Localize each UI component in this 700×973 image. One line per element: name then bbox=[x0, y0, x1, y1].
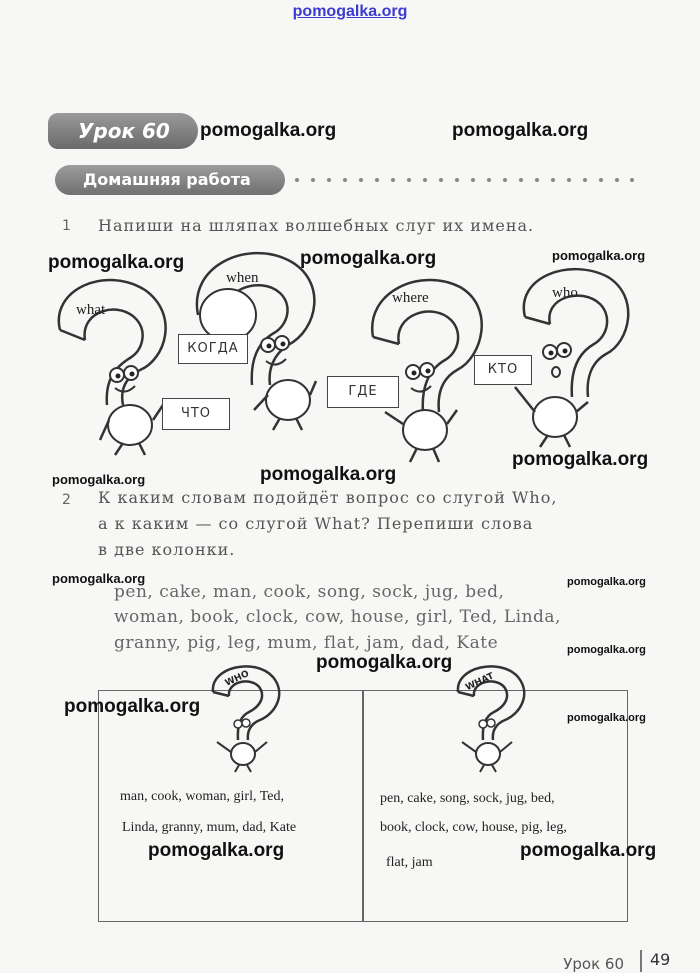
watermark: pomogalka.org bbox=[452, 120, 589, 141]
watermark: pomogalka.org bbox=[567, 644, 646, 656]
footer-lesson: Урок 60 bbox=[563, 955, 624, 973]
what-column-line: flat, jam bbox=[386, 855, 433, 870]
question-mark-character-icon bbox=[45, 270, 175, 455]
watermark: pomogalka.org bbox=[52, 472, 146, 487]
word-list-line: woman, book, clock, cow, house, girl, Ted, Linda, bbox=[114, 607, 561, 627]
servant-label-box: ГДЕ bbox=[327, 376, 399, 408]
what-column-line: book, clock, cow, house, pig, leg, bbox=[380, 820, 567, 835]
watermark: pomogalka.org bbox=[520, 840, 657, 861]
who-column-line: Linda, granny, mum, dad, Kate bbox=[122, 820, 297, 835]
hat-word: who bbox=[552, 285, 578, 301]
watermark: pomogalka.org bbox=[552, 248, 646, 263]
watermark: pomogalka.org bbox=[567, 712, 646, 724]
lesson-title: Урок 60 bbox=[48, 113, 198, 149]
what-column-line: pen, cake, song, sock, jug, bed, bbox=[380, 791, 555, 806]
task-number: 2 bbox=[62, 492, 71, 508]
task-instruction-line: К каким словам подойдёт вопрос со слугой Who, bbox=[98, 488, 558, 507]
task-instruction-line: в две колонки. bbox=[98, 540, 236, 559]
watermark: pomogalka.org bbox=[52, 571, 146, 586]
watermark: pomogalka.org bbox=[200, 120, 337, 141]
watermark: pomogalka.org bbox=[64, 696, 201, 717]
watermark: pomogalka.org bbox=[148, 840, 285, 861]
task-instruction-line: а к каким — со слугой What? Перепиши слова bbox=[98, 514, 534, 533]
task-instruction: Напиши на шляпах волшебных слуг их имена. bbox=[98, 216, 535, 235]
hat-word: when bbox=[226, 270, 259, 286]
word-list-line: granny, pig, leg, mum, flat, jam, dad, Kate bbox=[114, 633, 499, 653]
watermark: pomogalka.org bbox=[567, 576, 646, 588]
hat-word: where bbox=[392, 290, 429, 306]
who-hat-character-icon bbox=[205, 662, 285, 772]
site-link[interactable]: pomogalka.org bbox=[292, 3, 408, 20]
word-list-line: pen, cake, man, cook, song, sock, jug, bed, bbox=[114, 582, 505, 602]
task-number: 1 bbox=[62, 218, 71, 234]
section-title: Домашняя работа bbox=[55, 165, 285, 195]
watermark: pomogalka.org bbox=[300, 248, 437, 269]
what-hat-character-icon bbox=[450, 662, 530, 772]
watermark: pomogalka.org bbox=[260, 464, 397, 485]
hat-word: what bbox=[76, 302, 106, 318]
watermark: pomogalka.org bbox=[48, 252, 185, 273]
watermark: pomogalka.org bbox=[512, 449, 649, 470]
dotted-divider bbox=[292, 172, 637, 188]
page-number: 49 bbox=[640, 950, 670, 972]
servant-label-box: ЧТО bbox=[162, 398, 230, 430]
what-hat-label: WHAT bbox=[464, 671, 496, 694]
who-column-line: man, cook, woman, girl, Ted, bbox=[120, 789, 285, 804]
watermark: pomogalka.org bbox=[316, 652, 453, 673]
table-divider bbox=[362, 690, 364, 922]
servant-label-box: КТО bbox=[474, 355, 532, 385]
servant-label-box: КОГДА bbox=[178, 334, 248, 364]
who-hat-label: WHO bbox=[223, 669, 251, 689]
